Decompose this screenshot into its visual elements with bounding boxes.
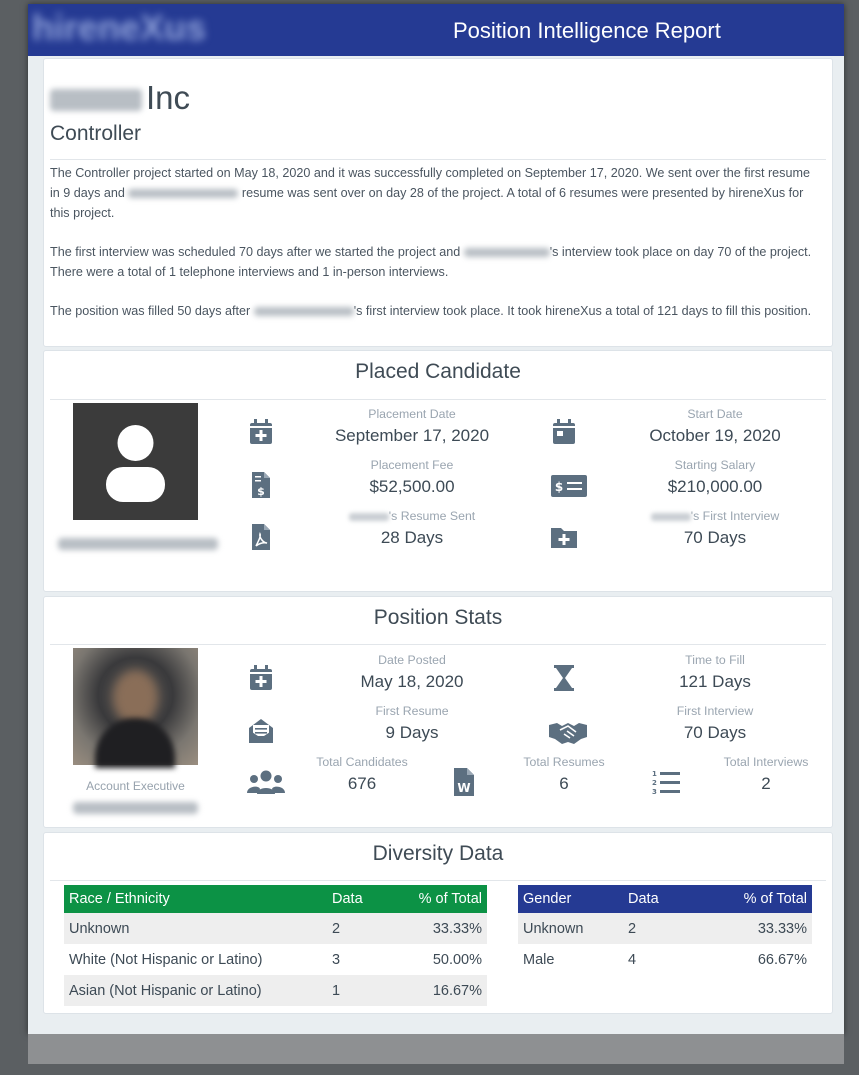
resume-sent-label: 's Resume Sent xyxy=(322,509,502,523)
word-file-icon xyxy=(450,767,478,797)
user-icon xyxy=(73,403,198,520)
intro-paragraph-1: The Controller project started on May 18, 2020 and it was successfully completed on September 17, 2020. We sent over the first resume in 9 days and resume was sent over on day 28 of the project. A total of 6 resumes were presented by hireneXus for this project. xyxy=(50,166,810,220)
divider xyxy=(50,880,826,881)
table-row xyxy=(518,944,812,975)
table-cell: 2 xyxy=(623,913,703,944)
position-stats-card xyxy=(43,596,833,828)
users-icon xyxy=(246,768,286,796)
diversity-data-card xyxy=(43,832,833,1014)
divider xyxy=(50,159,826,160)
table-cell: 16.67% xyxy=(407,975,487,1006)
table-cell: Unknown xyxy=(518,913,623,944)
first-interview-value: 70 Days xyxy=(683,528,747,547)
table-header-row xyxy=(64,885,487,913)
redacted-candidate-name xyxy=(58,538,218,550)
column-header: % of Total xyxy=(407,885,487,913)
pdf-file-icon xyxy=(247,523,275,551)
time-to-fill-label: Time to Fill xyxy=(685,653,745,667)
total-resumes-value: 6 xyxy=(559,774,569,793)
account-executive-label: Account Executive xyxy=(86,779,185,793)
first-interview-stat-value: 70 Days xyxy=(683,723,747,742)
table-cell: 1 xyxy=(327,975,407,1006)
company-suffix: Inc xyxy=(146,79,191,116)
column-header: Data xyxy=(623,885,703,913)
calendar-icon xyxy=(550,418,578,446)
start-date-value: October 19, 2020 xyxy=(649,426,781,445)
placed-candidate-card xyxy=(43,350,833,592)
placement-fee-value: $52,500.00 xyxy=(369,477,455,496)
placed-candidate-title: Placed Candidate xyxy=(355,360,521,383)
table-header-row xyxy=(518,885,812,913)
table-cell: Unknown xyxy=(64,913,327,944)
calendar-plus-icon xyxy=(247,664,275,692)
table-cell: 66.67% xyxy=(757,951,807,968)
resume-sent-value: 28 Days xyxy=(380,528,444,547)
svg-text:2: 2 xyxy=(652,779,657,787)
starting-salary-label: Starting Salary xyxy=(674,458,756,472)
table-cell: 33.33% xyxy=(407,913,487,944)
company-name xyxy=(50,79,190,117)
column-header: % of Total xyxy=(703,885,812,913)
invoice-dollar-icon xyxy=(247,471,275,499)
ordered-list-icon xyxy=(649,768,681,796)
first-interview-stat-label: First Interview xyxy=(676,704,754,718)
position-role: Controller xyxy=(50,122,142,145)
placement-fee-label: Placement Fee xyxy=(370,458,454,472)
report-header xyxy=(28,4,844,56)
company-logo: hireneXus xyxy=(32,7,207,48)
first-resume-value: 9 Days xyxy=(385,723,439,742)
table-cell: Male xyxy=(523,951,555,968)
redacted-company xyxy=(50,89,142,111)
svg-text:1: 1 xyxy=(652,770,657,778)
svg-text:$: $ xyxy=(257,485,265,498)
total-interviews-value: 2 xyxy=(761,774,771,793)
intro-paragraph-3: The position was filled 50 days after 's first interview took place. It took hireneXus a total of 121 days to fill this position. xyxy=(50,304,812,318)
handshake-icon xyxy=(548,717,588,745)
svg-text:3: 3 xyxy=(652,788,657,796)
date-posted-value: May 18, 2020 xyxy=(360,672,464,691)
table-row xyxy=(64,944,487,975)
redacted-executive-name xyxy=(73,802,198,814)
table-cell: White (Not Hispanic or Latino) xyxy=(69,951,263,968)
report-title: Position Intelligence Report xyxy=(453,18,721,43)
position-stats-title: Position Stats xyxy=(373,606,503,629)
gender-table xyxy=(518,885,812,975)
folder-plus-icon xyxy=(550,523,578,551)
column-header: Data xyxy=(327,885,407,913)
table-cell: 3 xyxy=(332,951,341,968)
intro-card xyxy=(43,58,833,347)
envelope-open-icon xyxy=(247,717,275,745)
placement-date-label: Placement Date xyxy=(368,407,456,421)
total-resumes-label: Total Resumes xyxy=(523,755,605,769)
intro-paragraph-2: The first interview was scheduled 70 days after we started the project and 's interview took place on day 70 of the project. There were a total of 1 telephone interviews and 1 in-person interviews. xyxy=(50,245,812,279)
placement-date-value: September 17, 2020 xyxy=(334,426,490,445)
divider xyxy=(50,644,826,645)
column-header: Race / Ethnicity xyxy=(64,885,327,913)
table-cell: Asian (Not Hispanic or Latino) xyxy=(64,975,327,1006)
candidate-avatar xyxy=(73,403,198,520)
date-posted-label: Date Posted xyxy=(378,653,446,667)
table-row xyxy=(64,975,487,1006)
calendar-plus-icon xyxy=(247,418,275,446)
money-bill-icon xyxy=(550,471,588,499)
diversity-data-title: Diversity Data xyxy=(372,842,504,865)
svg-text:$: $ xyxy=(554,480,564,494)
time-to-fill-value: 121 Days xyxy=(679,672,751,691)
table-cell: 2 xyxy=(327,913,407,944)
svg-text:W: W xyxy=(457,781,471,795)
total-candidates-label: Total Candidates xyxy=(316,755,408,769)
account-executive-photo xyxy=(73,648,198,765)
column-header: Gender xyxy=(518,885,623,913)
table-cell: 4 xyxy=(628,951,637,968)
first-resume-label: First Resume xyxy=(375,704,449,718)
divider xyxy=(50,399,826,400)
bottom-bar xyxy=(28,1034,844,1064)
starting-salary-value: $210,000.00 xyxy=(667,477,763,496)
race-ethnicity-table xyxy=(64,885,487,1006)
table-cell: 50.00% xyxy=(432,951,482,968)
first-interview-label: 's First Interview xyxy=(625,509,805,523)
start-date-label: Start Date xyxy=(687,407,743,421)
table-row xyxy=(64,913,487,944)
table-row xyxy=(518,913,812,944)
hourglass-icon xyxy=(550,664,578,692)
table-cell: 33.33% xyxy=(703,913,812,944)
total-interviews-label: Total Interviews xyxy=(723,755,809,769)
report-page xyxy=(28,4,844,1034)
total-candidates-value: 676 xyxy=(347,774,377,793)
